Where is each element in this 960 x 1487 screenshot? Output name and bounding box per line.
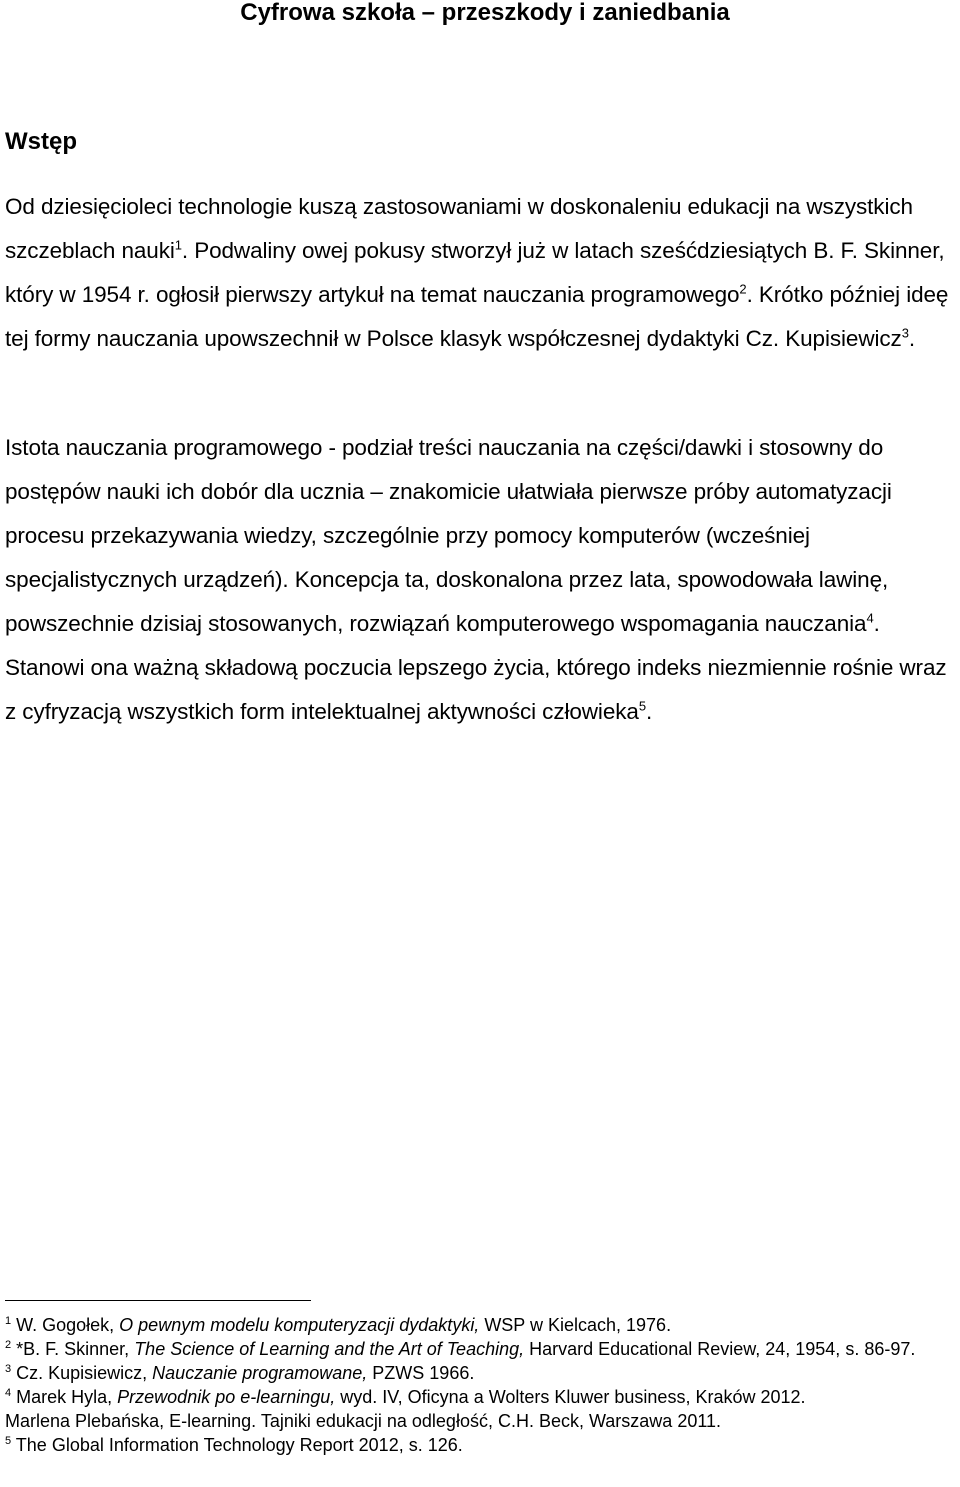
paragraph-programmed-learning [5, 426, 960, 734]
footnote-publisher: Harvard Educational Review, 24, 1954, s. 86-97. [524, 1339, 916, 1359]
paragraph-intro [5, 185, 960, 361]
paragraph-text: Od dziesięcioleci technologie kuszą zastosowaniami w doskonaleniu edukacji na wszystkich szczeblach nauki [5, 194, 913, 263]
footnote-4 [5, 1385, 960, 1409]
paragraph-text: Istota nauczania programowego - podział treści nauczania na części/dawki i stosowny do postępów nauki ich dobór dla ucznia – znakomicie ułatwiała pierwsze próby automatyzacji procesu przekazywania wiedzy, szczególnie przy pomocy komputerów (wcześniej specjalistycznych urządzeń). Koncepcja ta, doskonalona przez lata, spowodowała lawinę, powszechnie dzisiaj stosowanych, rozwiązań komputerowego wspomagania nauczania [5, 435, 892, 636]
footnote-title: O pewnym modelu komputeryzacji dydaktyki, [119, 1315, 480, 1335]
footnote-ref: 3 [901, 325, 909, 341]
footnote-number: 1 [5, 1315, 12, 1327]
footnote-ref: 1 [174, 237, 182, 253]
section-heading: Wstęp [5, 128, 77, 155]
footnote-ref: 4 [866, 610, 874, 626]
paragraph-text: . Stanowi ona ważną składową poczucia lepszego życia, którego indeks niezmiennie rośnie wraz z cyfryzacją wszystkich form intelektualnej aktywności człowieka [5, 611, 947, 724]
footnote-author: *B. F. Skinner, [11, 1339, 135, 1359]
footnote-title: The Science of Learning and the Art of Teaching, [134, 1339, 525, 1359]
footnote-author: W. Gogołek, [11, 1315, 120, 1335]
footnote-4-continued: Marlena Plebańska, E-learning. Tajniki edukacji na odległość, C.H. Beck, Warszawa 2011. [5, 1411, 722, 1431]
footnote-author: Marek Hyla, [11, 1387, 118, 1407]
footnote-number: 3 [5, 1363, 12, 1375]
footnote-number: 5 [5, 1435, 12, 1447]
footnote-publisher: PZWS 1966. [367, 1363, 475, 1383]
paragraph-text: . Krótko później ideę tej formy nauczania upowszechnił w Polsce klasyk współczesnej dydaktyki Cz. Kupisiewicz [5, 282, 949, 351]
footnote-1 [5, 1313, 960, 1337]
document-title: Cyfrowa szkoła – przeszkody i zaniedbania [240, 0, 730, 26]
footnote-text: The Global Information Technology Report 2012, s. 126. [11, 1435, 463, 1455]
paragraph-text: . [645, 699, 653, 724]
footnote-2 [5, 1337, 960, 1361]
footnotes [5, 1313, 960, 1457]
footnote-author: Cz. Kupisiewicz, [11, 1363, 153, 1383]
footnote-title: Przewodnik po e-learningu, [117, 1387, 336, 1407]
footnote-publisher: WSP w Kielcach, 1976. [479, 1315, 672, 1335]
footnote-3 [5, 1361, 960, 1385]
paragraph-text: . Podwaliny owej pokusy stworzył już w latach sześćdziesiątych B. F. Skinner, który w 1954 r. ogłosił pierwszy artykuł na temat nauczania programowego [5, 238, 945, 307]
footnote-divider [5, 1300, 311, 1301]
footnote-publisher: wyd. IV, Oficyna a Wolters Kluwer business, Kraków 2012. [335, 1387, 806, 1407]
paragraph-text: . [908, 326, 915, 351]
footnote-number: 4 [5, 1387, 12, 1399]
footnote-ref: 5 [638, 698, 646, 714]
footnote-5 [5, 1433, 960, 1457]
footnote-title: Nauczanie programowane, [152, 1363, 368, 1383]
footnote-number: 2 [5, 1339, 12, 1351]
footnote-ref: 2 [739, 281, 747, 297]
